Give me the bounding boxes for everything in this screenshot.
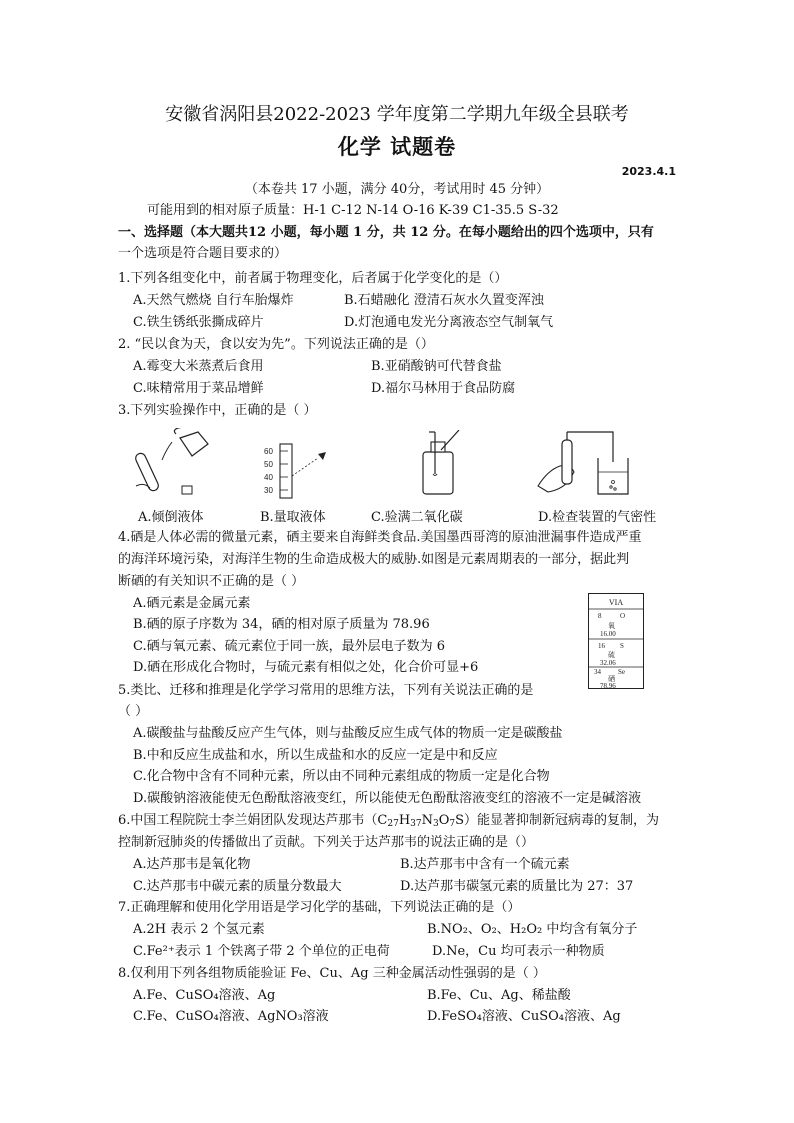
q8-option-b: B.Fe、Cu、Ag、稀盐酸 [427,988,571,1003]
q4-option-c: C.硒与氧元素、硫元素位于同一族，最外层电子数为 6 [133,639,446,654]
question-3-stem: 3.下列实验操作中，正确的是（ ） [118,403,317,418]
section-heading-cont: 一个选项是符合题目要求的） [118,246,288,261]
q8-option-c: C.Fe、CuSO₄溶液、AgNO₃溶液 [133,1009,329,1024]
oxygen-count: 7 [449,819,456,829]
q4-option-b: B.硒的原子序数为 34，硒的相对原子质量为 78.96 [133,617,430,632]
question-7-stem: 7.正确理解和使用化学用语是学习化学的基础，下列说法正确的是（） [118,900,521,915]
q8-option-d: D.FeSO₄溶液、CuSO₄溶液、Ag [427,1009,621,1024]
atomic-mass: 32.06 [600,659,616,667]
atomic-number: 34 [594,668,601,676]
carbon-count: 27 [387,819,399,829]
element-name: 硫 [608,651,615,659]
q6-option-a: A.达芦那韦是氧化物 [133,857,251,872]
airtightness-check-figure [534,426,634,500]
q4-option-d: D.硒在形成化合物时，与硫元素有相似之处，化合价可显+6 [133,660,479,675]
question-6-line-2: 控制新冠肺炎的传播做出了贡献。下列关于达芦那韦的说法正确的是（） [118,835,535,850]
q4-option-a: A.硒元素是金属元素 [133,596,251,611]
q5-option-c: C.化合物中含有不同种元素，所以由不同种元素组成的物质一定是化合物 [133,769,550,784]
hydrogen-count: 37 [410,819,422,829]
tick-label: 50 [264,460,273,469]
q7-option-c: C.Fe²⁺表示 1 个铁离子带 2 个单位的正电荷 [133,944,390,959]
exam-subtitle: 化学 试题卷 [337,134,457,159]
q2-option-a: A.霉变大米蒸煮后食用 [133,359,264,374]
element-name: 硒 [608,675,615,683]
q6-text-start: 6.中国工程院院士李兰娟团队发现达芦那韦（C [118,813,388,828]
atomic-number: 8 [598,612,602,620]
element-name: 氧 [608,622,615,630]
element-symbol: Se [618,668,625,676]
tick-label: 60 [264,447,273,456]
element-symbol: S [620,642,624,650]
element-symbol: O [620,612,626,620]
q7-option-b: B.NO₂、O₂、H₂O₂ 中均含有氧分子 [427,922,638,937]
q2-option-c: C.味精常用于菜品增鲜 [133,381,264,396]
question-1-stem: 1.下列各组变化中，前者属于物理变化，后者属于化学变化的是（） [118,271,508,286]
graduated-cylinder-figure [262,440,342,502]
q6-option-d: D.达芦那韦碳氢元素的质量比为 27：37 [400,879,634,894]
section-heading: 一、选择题（本大题共12 小题，每小题 1 分，共 12 分。在每小题给出的四个选项中，只有 [118,225,654,240]
q3-option-c: C.验满二氧化碳 [371,510,463,525]
q2-option-d: D.福尔马林用于食品防腐 [371,381,516,396]
q6-text-end: ）能显著抑制新冠病毒的复制，为 [464,813,660,828]
q6-option-b: B.达芦那韦中含有一个硫元素 [400,857,570,872]
q5-option-d: D.碳酸钠溶液能使无色酚酞溶液变红，所以能使无色酚酞溶液变红的溶液不一定是碱溶液 [133,791,642,806]
atomic-mass: 78.96 [600,682,616,689]
question-4-line-1: 4.硒是人体必需的微量元素，硒主要来自海鲜类食品.美国墨西哥湾的原油泄漏事件造成严重 [118,530,642,545]
sulfur-symbol: S [455,813,465,828]
q3-option-d: D.检查装置的气密性 [538,510,657,525]
q7-option-a: A.2H 表示 2 个氢元素 [133,922,265,937]
pouring-liquid-figure [128,428,214,500]
nitrogen-count: 3 [432,819,439,829]
q5-option-a: A.碳酸盐与盐酸反应产生气体，则与盐酸反应生成气体的物质一定是碳酸盐 [133,726,563,741]
q8-option-a: A.Fe、CuSO₄溶液、Ag [133,988,276,1003]
q1-option-d: D.灯泡通电发光分离液态空气制氧气 [344,315,554,330]
exam-title: 安徽省涡阳县2022-2023 学年度第二学期九年级全县联考 [165,104,629,125]
question-4-line-2: 的海洋环境污染，对海洋生物的生命造成极大的威胁.如图是元素周期表的一部分，据此判 [118,552,630,567]
question-4-line-3: 断硒的有关知识不正确的是（ ） [118,574,305,589]
exam-info: （本卷共 17 小题，满分 40分，考试用时 45 分钟） [244,182,550,197]
q3-option-a: A.倾倒液体 [138,510,204,525]
atomic-mass: 16.00 [600,630,616,638]
exam-date: 2023.4.1 [621,165,676,178]
question-5-line-1: 5.类比、迁移和推理是化学学习常用的思维方法，下列有关说法正确的是 [118,683,534,698]
q7-option-d: D.Ne，Cu 均可表示一种物质 [432,944,605,959]
question-6-line-1: 6.中国工程院院士李兰娟团队发现达芦那韦$(C_{27}H_{37}N_3O_7S)$能显著抑制新冠病毒的复制，为 [118,813,660,829]
group-label: VIA [608,598,624,607]
q1-option-c: C.铁生锈纸张撕成碎片 [133,315,264,330]
tick-label: 40 [264,473,273,482]
q1-option-b: B.石蜡融化 澄清石灰水久置变浑浊 [344,293,544,308]
q2-option-b: B.亚硝酸钠可代替食盐 [371,359,502,374]
question-2-stem: 2. “民以食为天，食以安为先”。下列说法正确的是（） [118,337,434,352]
q6-option-c: C.达芦那韦中碳元素的质量分数最大 [133,879,342,894]
q1-option-a: A.天然气燃烧 自行车胎爆炸 [133,293,294,308]
atomic-number: 16 [598,642,605,650]
question-8-stem: 8.仅利用下列各组物质能验证 Fe、Cu、Ag 三种金属活动性强弱的是（ ） [118,966,546,981]
q3-option-b: B.量取液体 [260,510,326,525]
question-5-line-2: （ ） [118,704,149,719]
tick-label: 30 [264,486,273,495]
gas-bottle-figure [415,430,465,500]
atomic-masses: 可能用到的相对原子质量：H-1 C-12 N-14 O-16 K-39 C1-35.5 S-32 [147,203,559,218]
periodic-table-fragment [588,593,644,689]
q5-option-b: B.中和反应生成盐和水，所以生成盐和水的反应一定是中和反应 [133,748,498,763]
